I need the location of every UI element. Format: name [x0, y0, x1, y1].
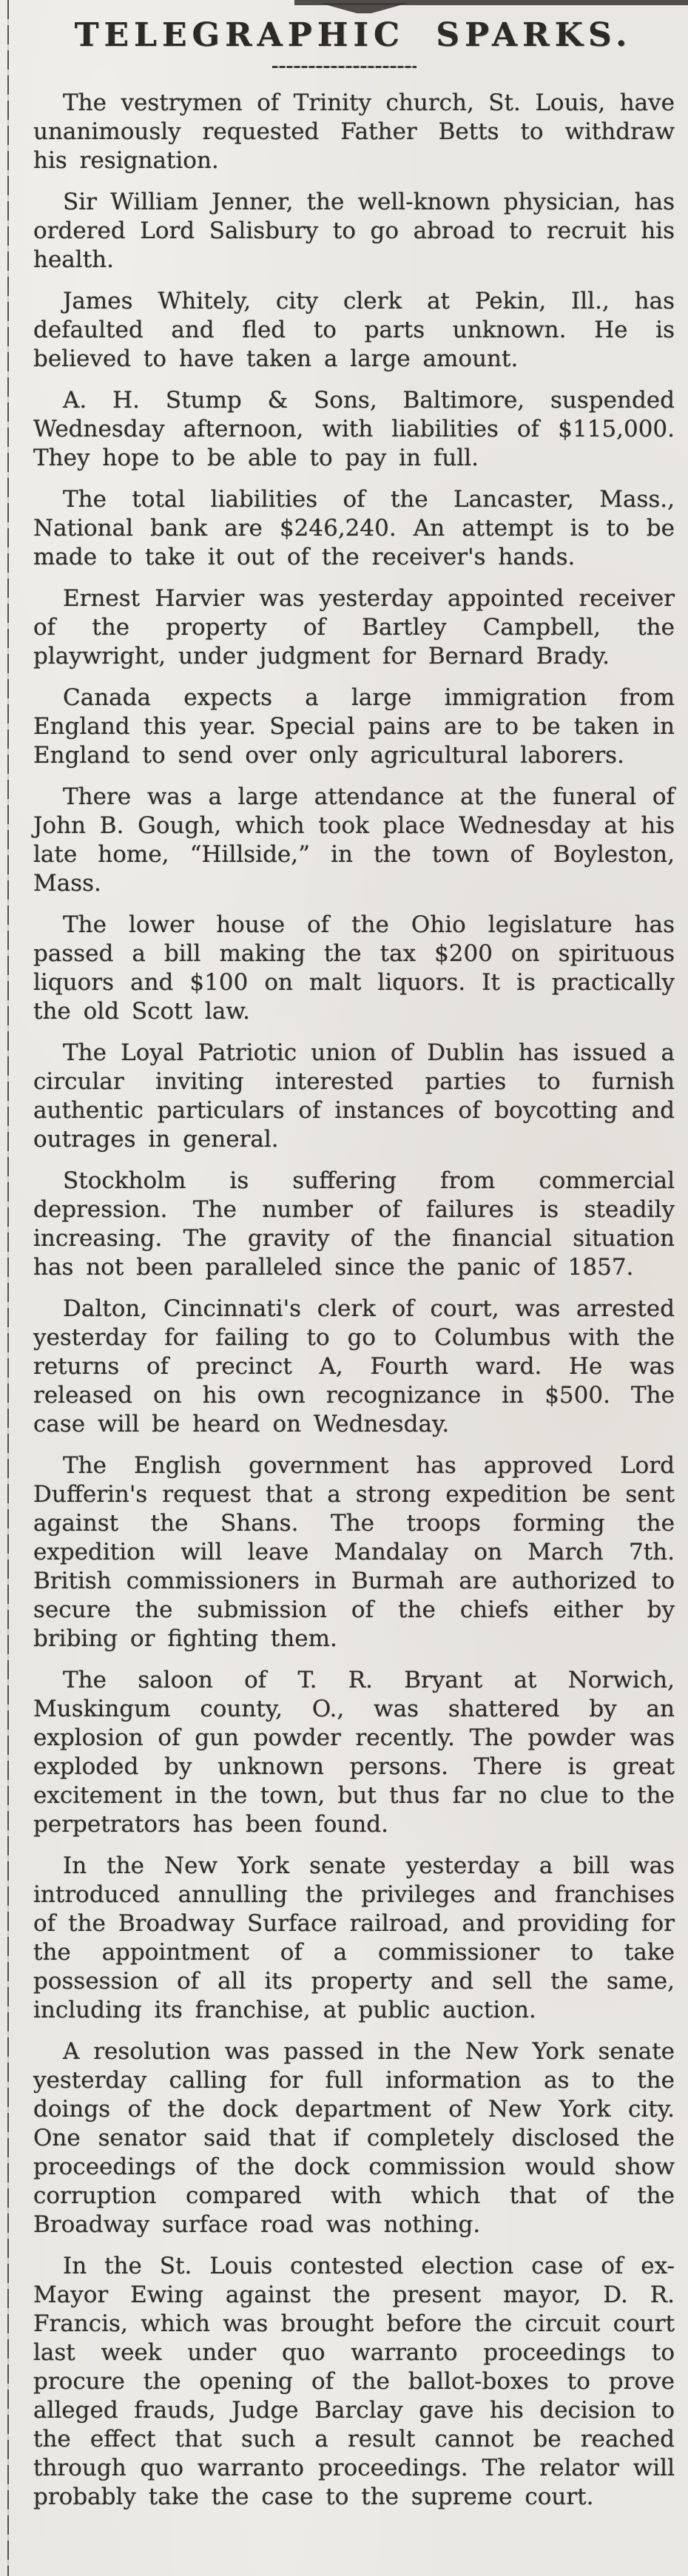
article-paragraph: Sir William Jenner, the well-known physician, has ordered Lord Salisbury to go abroad to recruit his health.	[33, 189, 675, 273]
diamond-ornament-icon	[320, 3, 408, 13]
article-paragraph: The saloon of T. R. Bryant at Norwich, Muskingum county, O., was shattered by an explosion of gun powder recently. The powder was exploded by unknown persons. There is great excitement in the town, but thus far no clue to the perpetrators has been found.	[33, 1667, 675, 1838]
article-paragraph: The English government has approved Lord Dufferin's request that a strong expedition be sent against the Shans. The troops forming the expedition will leave Mandalay on March 7th. British commissioners in Burmah are authorized to secure the submission of the chiefs either by bribing or fighting them.	[33, 1452, 675, 1652]
article-paragraph: In the New York senate yesterday a bill was introduced annulling the privileges and franchises of the Broadway Surface railroad, and providing for the appointment of a commissioner to take possession of all its property and sell the same, including its franchise, at public auction.	[33, 1852, 675, 2023]
article-paragraph: Stockholm is suffering from commercial depression. The number of failures is steadily increasing. The gravity of the financial situation has not been paralleled since the panic of 1857.	[33, 1167, 675, 1281]
article-paragraph: In the St. Louis contested election case of ex-Mayor Ewing against the present mayor, D. R. Francis, which was brought before the circuit court last week under quo warranto proceedings to procure the opening of the ballot-boxes to prove alleged frauds, Judge Barclay gave his decision to the effect that such a result cannot be reached through quo warranto proceedings. The relator will probably take the case to the supreme court.	[33, 2253, 675, 2510]
article-paragraph: James Whitely, city clerk at Pekin, Ill., has defaulted and fled to parts unknown. He is believed to have taken a large amount.	[33, 288, 675, 372]
title-divider	[272, 66, 416, 68]
article-paragraph: The lower house of the Ohio legislature has passed a bill making the tax $200 on spirituous liquors and $100 on malt liquors. It is practically the old Scott law.	[33, 911, 675, 1025]
article-body	[33, 89, 675, 2512]
column-rule-left	[7, 0, 9, 2576]
article-paragraph: Ernest Harvier was yesterday appointed receiver of the property of Bartley Campbell, the playwright, under judgment for Bernard Brady.	[33, 585, 675, 670]
article-paragraph: There was a large attendance at the funeral of John B. Gough, which took place Wednesday at his late home, “Hillside,” in the town of Boyleston, Mass.	[33, 783, 675, 897]
article-paragraph: Dalton, Cincinnati's clerk of court, was arrested yesterday for failing to go to Columbus with the returns of precinct A, Fourth ward. He was released on his own recognizance in $500. The case will be heard on Wednesday.	[33, 1295, 675, 1437]
article-paragraph: The total liabilities of the Lancaster, Mass., National bank are $246,240. An attempt is to be made to take it out of the receiver's hands.	[33, 486, 675, 570]
article-paragraph: The Loyal Patriotic union of Dublin has issued a circular inviting interested parties to furnish authentic particulars of instances of boycotting and outrages in general.	[33, 1039, 675, 1153]
article-paragraph: A. H. Stump & Sons, Baltimore, suspended Wednesday afternoon, with liabilities of $115,000. They hope to be able to pay in full.	[33, 387, 675, 471]
article-paragraph: A resolution was passed in the New York senate yesterday calling for full information as to the doings of the dock department of New York city. One senator said that if completely disclosed the proceedings of the dock commission would show corruption compared with which that of the Broadway surface road was nothing.	[33, 2038, 675, 2238]
article-title: TELEGRAPHIC SPARKS.	[74, 16, 633, 54]
article-paragraph: The vestrymen of Trinity church, St. Louis, have unanimously requested Father Betts to withdraw his resignation.	[33, 90, 675, 174]
article-paragraph: Canada expects a large immigration from England this year. Special pains are to be taken in England to send over only agricultural laborers.	[33, 684, 675, 769]
